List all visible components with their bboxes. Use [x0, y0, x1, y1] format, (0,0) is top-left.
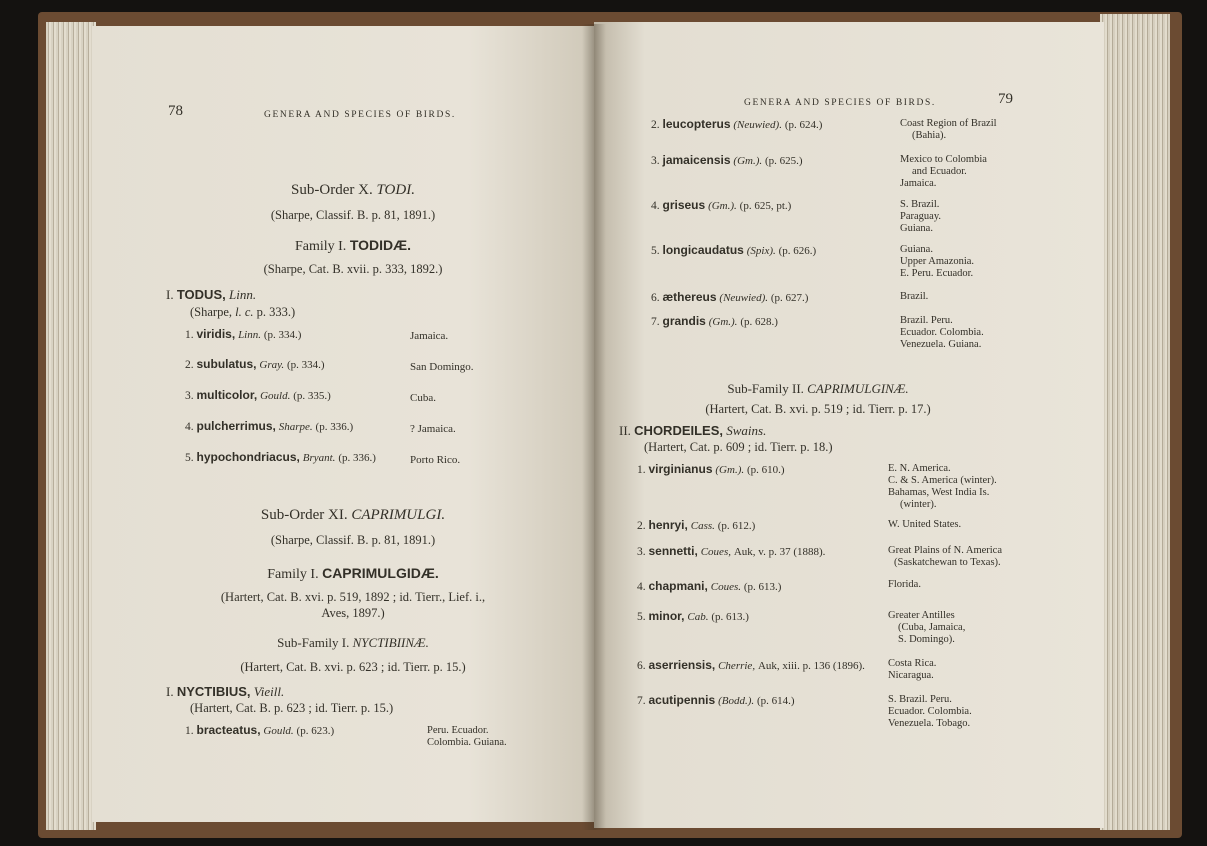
- subfamily-nyctibiinae-heading: Sub-Family I. NYCTIBIINÆ.: [277, 635, 429, 650]
- species-entry: 4. griseus (Gm.). (p. 625, pt.): [651, 198, 792, 212]
- species-range: Cuba.: [410, 392, 436, 404]
- species-entry: 3. sennetti, Coues, Auk, v. p. 37 (1888).: [637, 544, 826, 558]
- suborder-xi-heading: Sub-Order XI. CAPRIMULGI.: [260, 507, 446, 523]
- species-range: (Saskatchewan to Texas).: [894, 557, 1001, 568]
- species-entry: 1. viridis, Linn. (p. 334.): [185, 327, 302, 341]
- species-range: Ecuador. Colombia.: [900, 327, 984, 338]
- species-entry: 3. multicolor, Gould. (p. 335.): [185, 388, 331, 402]
- species-range: Venezuela. Tobago.: [888, 718, 971, 729]
- species-range: S. Domingo).: [898, 634, 955, 645]
- species-entry: 6. aserriensis, Cherrie, Auk, xiii. p. 136 (1896).: [637, 658, 865, 672]
- species-entry: 7. grandis (Gm.). (p. 628.): [651, 314, 778, 328]
- species-range: Great Plains of N. America: [888, 545, 1003, 556]
- left-page-edges: [46, 22, 96, 830]
- species-range: Jamaica.: [410, 330, 449, 342]
- species-range: S. Brazil.: [900, 199, 940, 210]
- species-entry: 2. henryi, Cass. (p. 612.): [637, 518, 756, 532]
- left-page: [92, 26, 594, 822]
- subfamily-caprimulginae-ref: (Hartert, Cat. B. xvi. p. 519 ; id. Tierr. p. 17.): [705, 402, 931, 416]
- species-range: (Cuba, Jamaica,: [898, 622, 966, 633]
- species-entry: 7. acutipennis (Bodd.). (p. 614.): [637, 693, 795, 707]
- species-range: S. Brazil. Peru.: [888, 694, 952, 705]
- species-range: Costa Rica.: [888, 658, 937, 669]
- species-range: Brazil.: [900, 291, 929, 302]
- subfamily-caprimulginae-heading: Sub-Family II. CAPRIMULGINÆ.: [727, 381, 909, 396]
- species-entry: 1. virginianus (Gm.). (p. 610.): [637, 462, 785, 476]
- species-range: Colombia. Guiana.: [427, 737, 507, 748]
- species-range: Paraguay.: [900, 211, 942, 222]
- species-range: Bahamas, West India Is.: [888, 487, 990, 498]
- right-page-edges: [1100, 14, 1170, 830]
- family-todidae-ref: (Sharpe, Cat. B. xvii. p. 333, 1892.): [263, 262, 443, 276]
- species-range: Venezuela. Guiana.: [900, 339, 982, 350]
- species-range: C. & S. America (winter).: [888, 475, 997, 486]
- species-range: Ecuador. Colombia.: [888, 706, 972, 717]
- species-entry: 5. minor, Cab. (p. 613.): [637, 609, 749, 623]
- species-range: ? Jamaica.: [410, 423, 456, 435]
- species-entry: 2. leucopterus (Neuwied). (p. 624.): [651, 117, 823, 131]
- species-entry: 5. longicaudatus (Spix). (p. 626.): [651, 243, 817, 257]
- species-range: Guiana.: [900, 244, 933, 255]
- family-todidae-heading: Family I. TODIDÆ.: [294, 237, 412, 254]
- species-range: Florida.: [888, 579, 921, 590]
- genus-chordeiles: II. CHORDEILES, Swains.: [619, 423, 767, 438]
- species-range: and Ecuador.: [912, 166, 967, 177]
- species-range: Jamaica.: [900, 178, 937, 189]
- species-range: San Domingo.: [410, 361, 474, 373]
- species-entry: 4. chapmani, Coues. (p. 613.): [637, 579, 782, 593]
- genus-chordeiles-ref: (Hartert, Cat. p. 609 ; id. Tierr. p. 18.): [644, 440, 833, 454]
- species-range: Greater Antilles: [888, 610, 955, 621]
- species-entry: 2. subulatus, Gray. (p. 334.): [185, 357, 325, 371]
- suborder-x-heading: Sub-Order X. TODI.: [291, 182, 415, 198]
- species-range: Mexico to Colombia: [900, 154, 987, 165]
- species-range: Peru. Ecuador.: [427, 725, 489, 736]
- species-range: Porto Rico.: [410, 454, 461, 466]
- species-range: Upper Amazonia.: [900, 256, 975, 267]
- species-range: Brazil. Peru.: [900, 315, 953, 326]
- species-entry: 1. bracteatus, Gould. (p. 623.): [185, 723, 335, 737]
- family-caprimulgidae-ref-line2: Aves, 1897.): [321, 606, 385, 620]
- family-caprimulgidae-heading: Family I. CAPRIMULGIDÆ.: [267, 565, 439, 582]
- species-entry: 6. æthereus (Neuwied). (p. 627.): [651, 290, 809, 304]
- subfamily-nyctibiinae-ref: (Hartert, Cat. B. xvi. p. 623 ; id. Tierr. p. 15.): [240, 660, 466, 674]
- species-range: W. United States.: [888, 519, 962, 530]
- genus-todus: I. TODUS, Linn.: [166, 287, 257, 302]
- species-entry: 5. hypochondriacus, Bryant. (p. 336.): [185, 450, 376, 464]
- genus-todus-ref: (Sharpe, l. c. p. 333.): [190, 305, 296, 319]
- right-page: [594, 22, 1104, 828]
- species-range: E. N. America.: [888, 463, 951, 474]
- species-range: Coast Region of Brazil: [900, 118, 997, 129]
- species-range: Guiana.: [900, 223, 933, 234]
- suborder-xi-ref: (Sharpe, Classif. B. p. 81, 1891.): [270, 533, 436, 547]
- species-entry: 4. pulcherrimus, Sharpe. (p. 336.): [185, 419, 354, 433]
- running-head-right: GENERA AND SPECIES OF BIRDS.: [744, 98, 936, 108]
- suborder-x-ref: (Sharpe, Classif. B. p. 81, 1891.): [270, 208, 436, 222]
- page-number-left: 78: [168, 103, 183, 119]
- species-range: Nicaragua.: [888, 670, 934, 681]
- species-range: (Bahia).: [912, 130, 947, 141]
- page-number-right: 79: [998, 91, 1013, 107]
- running-head-left: GENERA AND SPECIES OF BIRDS.: [264, 110, 456, 120]
- genus-nyctibius-ref: (Hartert, Cat. B. p. 623 ; id. Tierr. p. 15.): [190, 701, 394, 715]
- genus-nyctibius: I. NYCTIBIUS, Vieill.: [166, 684, 285, 699]
- book-gutter: [582, 24, 606, 830]
- species-entry: 3. jamaicensis (Gm.). (p. 625.): [651, 153, 803, 167]
- family-caprimulgidae-ref-line1: (Hartert, Cat. B. xvi. p. 519, 1892 ; id. Tierr., Lief. i.,: [220, 590, 486, 604]
- species-range: E. Peru. Ecuador.: [900, 268, 974, 279]
- species-range: (winter).: [900, 499, 937, 510]
